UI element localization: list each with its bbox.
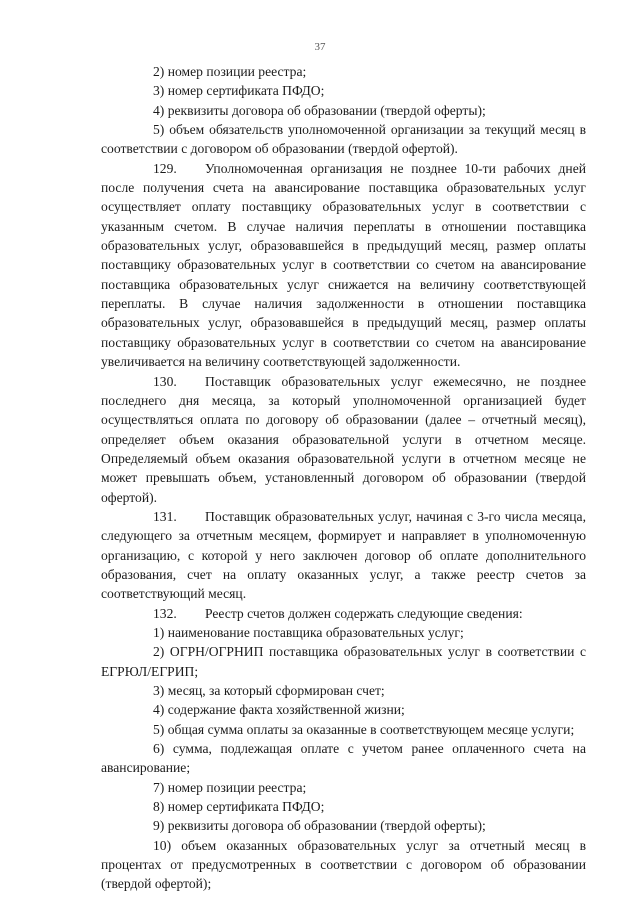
clause-130 xyxy=(101,372,586,507)
clause-131 xyxy=(101,507,586,604)
list-item: 4) содержание факта хозяйственной жизни; xyxy=(153,702,405,718)
clause-132 xyxy=(101,604,586,623)
list-item: 6) сумма, подлежащая оплате с учетом ранее оплаченного счета на авансирование; xyxy=(101,741,586,776)
list-item: 8) номер сертификата ПФДО; xyxy=(153,799,325,815)
list-item: 5) объем обязательств уполномоченной организации за текущий месяц в соответствии с договором об образовании (твердой офертой). xyxy=(101,122,586,157)
document-body xyxy=(101,62,586,894)
list-item: 7) номер позиции реестра; xyxy=(153,779,307,795)
clause-text: Реестр счетов должен содержать следующие сведения: xyxy=(205,605,523,621)
clause-number: 129. xyxy=(153,160,177,176)
list-item: 10) объем оказанных образовательных услуг за отчетный месяц в процентах от предусмотренных в соответствии с договором об образовании (твердой офертой); xyxy=(101,837,586,892)
list-item: 3) номер сертификата ПФДО; xyxy=(153,83,325,99)
clause-text: Поставщик образовательных услуг ежемесячно, не позднее последнего дня месяца, за который уполномоченной организацией будет осуществляться оплата по договору об образовании (далее – отчетный месяц), определяет объем оказания образовательной услуги в отчетном месяце. Определяемый объем оказания образовательной услуги в отчетном месяце не может превышать объем, установленный договором об образовании (твердой офертой). xyxy=(101,373,586,505)
clause-number: 130. xyxy=(153,373,177,389)
clause-number: 132. xyxy=(153,605,177,621)
list-item: 5) общая сумма оплаты за оказанные в соответствующем месяце услуги; xyxy=(153,721,575,737)
clause-number: 131. xyxy=(153,508,177,524)
list-item: 2) номер позиции реестра; xyxy=(153,64,307,79)
clause-129 xyxy=(101,159,586,372)
clause-text: Уполномоченная организация не позднее 10-ти рабочих дней после получения счета на авансирование поставщика образовательных услуг осуществляет оплату поставщику образовательных услуг в соответствии с указанным счетом. В случае наличия переплаты в отношении поставщика образовательных услуг, образовавшейся в предыдущий месяц, размер оплаты поставщику образовательных услуг в соответствии со счетом на авансирование поставщика образовательных услуг снижается на величину соответствующей переплаты. В случае наличия задолженности в отношении поставщика образовательных услуг, образовавшейся в предыдущий месяц, размер оплаты поставщику образовательных услуг в соответствии со счетом на авансирование увеличивается на величину соответствующей задолженности. xyxy=(101,160,586,370)
list-item: 4) реквизиты договора об образовании (твердой оферты); xyxy=(153,102,486,118)
list-item: 2) ОГРН/ОГРНИП поставщика образовательных услуг в соответствии с ЕГРЮЛ/ЕГРИП; xyxy=(101,644,586,679)
list-item: 9) реквизиты договора об образовании (твердой оферты); xyxy=(153,818,486,834)
list-item: 3) месяц, за который сформирован счет; xyxy=(153,683,385,698)
list-item: 1) наименование поставщика образовательных услуг; xyxy=(153,624,464,640)
clause-text: Поставщик образовательных услуг, начиная с 3-го числа месяца, следующего за отчетным месяцем, формирует и направляет в уполномоченную организацию, с которой у него заключен договор об оплате дополнительного образования, счет на оплату оказанных услуг, а также реестр счетов за соответствующий месяц. xyxy=(101,508,586,602)
page-number: 37 xyxy=(314,41,326,53)
